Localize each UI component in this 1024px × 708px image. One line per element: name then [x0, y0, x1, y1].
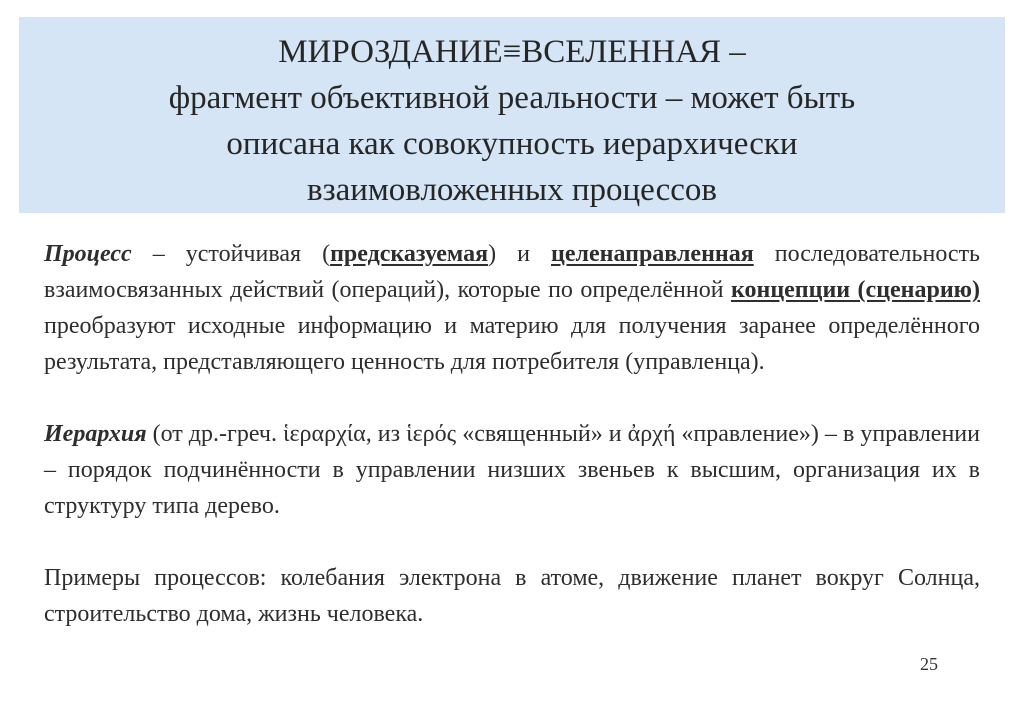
predictable-term: предсказуемая	[330, 241, 489, 267]
process-definition	[44, 236, 980, 380]
hierarchy-definition	[44, 416, 980, 524]
title-line-3: описана как совокупность иерархически	[226, 126, 798, 162]
title-line-4: взаимовложенных процессов	[306, 172, 718, 208]
hierarchy-text: (от др.-греч. ἱεραρχία, из ἱερός «священный» и ἀρχή «правление») – в управлении – порядок подчинённости в управлении низших звеньев к высшим, организация их в структуру типа дерево.	[44, 421, 980, 519]
hierarchy-term: Иерархия	[44, 421, 147, 447]
concept-term: концепции (сценарию)	[730, 277, 981, 303]
process-text-2: ) и	[488, 241, 552, 267]
process-term: Процесс	[44, 241, 132, 267]
title-line-2: фрагмент объективной реальности – может быть	[168, 80, 856, 116]
paragraph-gap	[44, 524, 980, 560]
process-text-3: последовательность взаимосвязанных действий (операций), которые по определённой	[44, 241, 981, 303]
slide-body	[44, 236, 980, 632]
paragraph-gap	[44, 380, 980, 416]
title-line-1: МИРОЗДАНИЕ≡ВСЕЛЕННАЯ –	[278, 34, 746, 70]
title-banner	[19, 17, 1005, 213]
examples-paragraph: Примеры процессов: колебания электрона в атоме, движение планет вокруг Солнца, строительство дома, жизнь человека.	[44, 565, 980, 627]
process-text-4: преобразуют исходные информацию и материю для получения заранее определённого результата, представляющего ценность для потребителя (управленца).	[44, 313, 980, 375]
purposeful-term: целенаправленная	[551, 241, 754, 267]
process-text-1: – устойчивая (	[131, 241, 331, 267]
page-number: 25	[920, 654, 938, 674]
